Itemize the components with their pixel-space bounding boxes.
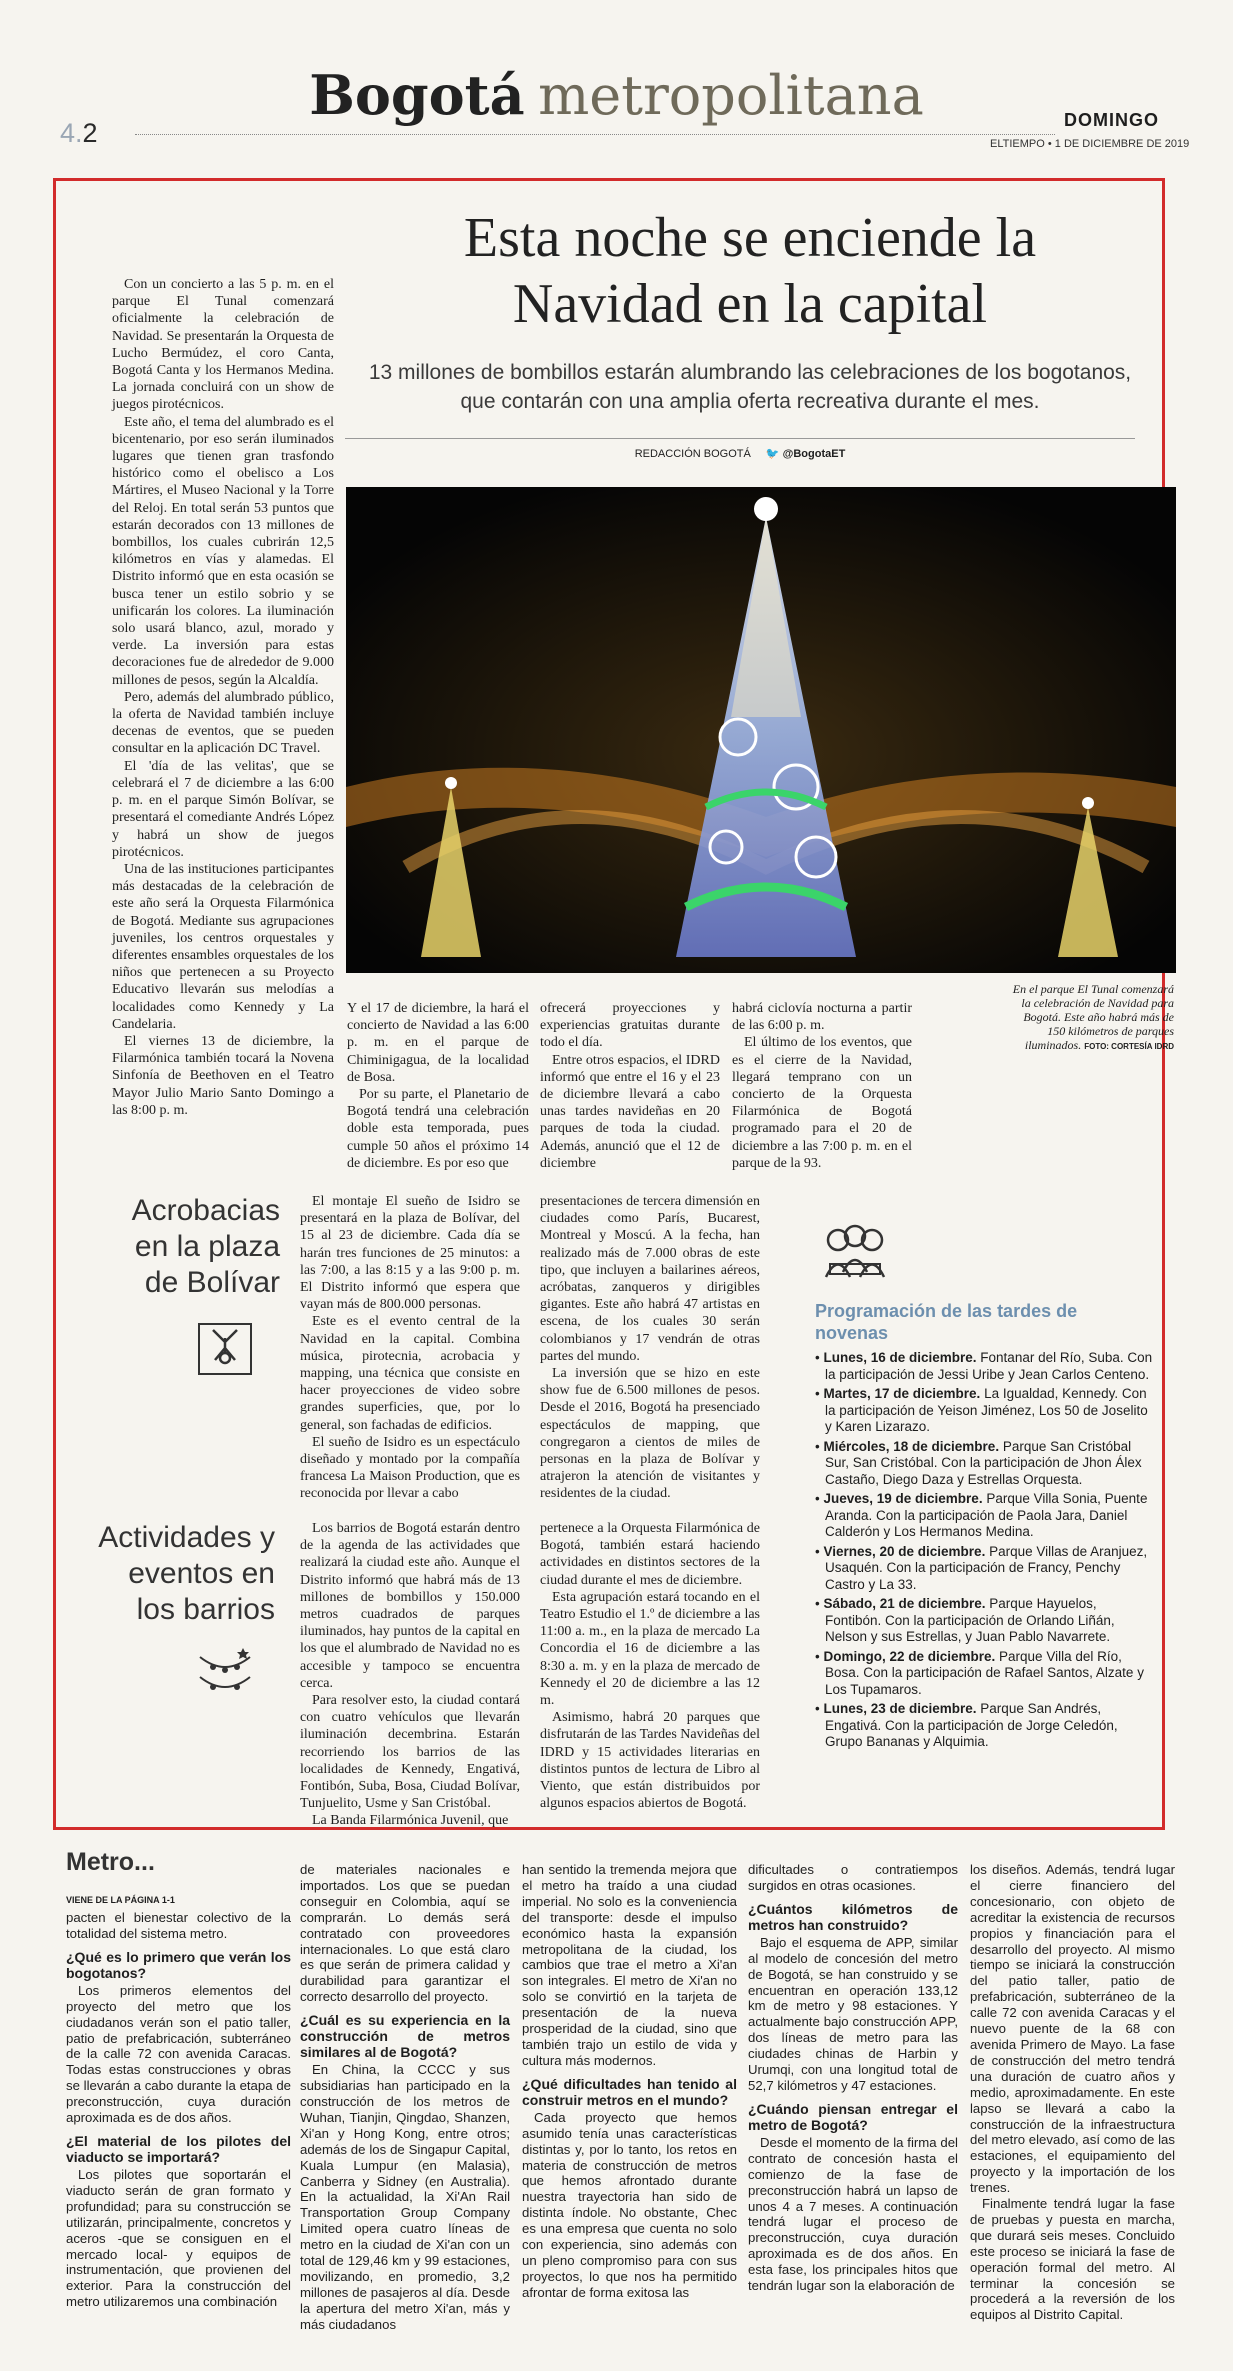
program-item-day: Jueves, 19 de diciembre. bbox=[823, 1491, 983, 1506]
paragraph: El viernes 13 de diciembre, la Filarmónica también tocará la Novena Sinfonía de Beethoven en el Teatro Mayor Julio Mario Santo Domingo a las 8:00 p. m. bbox=[112, 1033, 334, 1118]
byline bbox=[345, 438, 1135, 460]
paragraph: de materiales nacionales e importados. Los que se puedan conseguir en Colombia, aquí se comprarán. Lo demás será contratado con proveedores internacionales. Lo que está claro es que serán de primera calidad y durabilidad para garantizar el correcto desarrollo del proyecto. bbox=[300, 1862, 510, 2005]
program-item-day: Domingo, 22 de diciembre. bbox=[823, 1648, 996, 1664]
edition-date: ELTIEMPO • 1 DE DICIEMBRE DE 2019 bbox=[990, 138, 1190, 150]
continued-from: VIENE DE LA PÁGINA 1-1 bbox=[66, 1895, 175, 1905]
paragraph: Y el 17 de diciembre, la hará el concierto de Navidad a las 6:00 p. m. en el parque de Chiminigagua, de la localidad de Bosa. bbox=[347, 1001, 529, 1085]
acrobacias-column-b bbox=[540, 1193, 760, 1503]
twitter-icon: 🐦 bbox=[765, 448, 780, 460]
paragraph: El 'día de las velitas', que se celebrará el 7 de diciembre a las 6:00 p. m. en el parque Simón Bolívar, se presentará el comediante Andrés López y habrá un show de juegos pirotécnicos. bbox=[112, 758, 334, 860]
article-left-column bbox=[112, 276, 334, 1119]
program-item: • Domingo, 22 de diciembre. Parque Villa del Río, Bosa. Con la participación de Rafael Santos, Alzate y Los Tupamaros. bbox=[815, 1648, 1144, 1697]
program-item-text: Fontanar del Río, Suba. Con la participación de Jessi Uribe y Jean Carlos Centeno. bbox=[825, 1350, 1153, 1382]
program-item: • Jueves, 19 de diciembre. Parque Villa Sonia, Puente Aranda. Con la participación de Paola Jara, Daniel Calderón y Los Hermanos Medina. bbox=[815, 1491, 1148, 1539]
program-item-text: Parque Villa del Río, Bosa. Con la participación de Rafael Santos, Alzate y Los Tupamaros. bbox=[825, 1648, 1144, 1697]
question-heading: ¿Cuál es su experiencia en la construcción de metros similares al de Bogotá? bbox=[300, 2012, 510, 2061]
paragraph: En China, la CCCC y sus subsidiarias han participado en la construcción de los metros de Wuhan, Tianjin, Qingdao, Shanzen, Xi'an y Hong Kong, entre otros; además de los de Singapur Capital, Kuala Lumpur (en Malasia), Canberra y Sidney (en Australia). En la actualidad, la Xi'An Rail Transportation Group Company Limited opera cuatro líneas de metro en la ciudad de Xi'an con un total de 129,46 km y 99 estaciones, movilizando, en promedio, 3,2 millones de pasajeros al día. Desde la apertura del metro Xi'an, más y más ciudadanos bbox=[300, 2062, 510, 2332]
metro-title: Metro... bbox=[66, 1848, 155, 1876]
paragraph: Por su parte, el Planetario de Bogotá tendrá una celebración doble esta temporada, pues cumple 50 años el próximo 14 de diciembre. Es por eso que bbox=[347, 1087, 529, 1171]
acrobat-icon bbox=[195, 1318, 255, 1383]
twitter-handle: 🐦 @BogotaET bbox=[765, 448, 846, 460]
program-item-text: La Igualdad, Kennedy. Con la participación de Yeison Jiménez, Los 50 de Joselito y Karen Lizarazo. bbox=[825, 1386, 1148, 1434]
paragraph: han sentido la tremenda mejora que el metro ha traído a una ciudad imperial. No solo es la conveniencia del transporte: desde el impulso económico hasta la expansión metropolitana de la ciudad, los cambios que trae el metro a Xi'an son integrales. El metro de Xi'an no solo se convirtió en la tarjeta de presentación de la nueva prosperidad de la ciudad, sino que también trajo un estilo de vida y cultura más modernos. bbox=[522, 1862, 737, 2068]
article-column-2 bbox=[347, 1000, 529, 1172]
paragraph: pacten el bienestar colectivo de la totalidad del sistema metro. bbox=[66, 1910, 291, 1941]
section-name-light: metropolitana bbox=[538, 64, 924, 127]
actividades-column-a bbox=[300, 1520, 520, 1830]
program-item-text: Parque Villas de Aranjuez, Usaquén. Con la participación de Francy, Penchy Castro y La 33. bbox=[825, 1543, 1148, 1592]
article-column-4 bbox=[732, 1000, 912, 1172]
metro-column-5 bbox=[970, 1862, 1175, 2323]
choir-icon bbox=[820, 1222, 890, 1292]
metro-column-4 bbox=[748, 1862, 958, 2294]
program-item-day: Lunes, 23 de diciembre. bbox=[823, 1701, 977, 1716]
string-lights-icon bbox=[195, 1642, 255, 1707]
paragraph: Bajo el esquema de APP, similar al modelo de concesión del metro de Bogotá, se han construido y se encuentran en operación 133,12 km de metro y 98 estaciones. Y actualmente bajo construcción APP, dos líneas de metro para las ciudades chinas de Harbin y Urumqi, con una longitud total de 52,7 kilómetros y 47 estaciones. bbox=[748, 1934, 958, 2093]
section-masthead bbox=[0, 60, 1233, 131]
metro-column-3 bbox=[522, 1862, 737, 2301]
question-heading: ¿Cuándo piensan entregar el metro de Bogotá? bbox=[748, 2100, 958, 2133]
question-heading: ¿Cuántos kilómetros de metros han construido? bbox=[748, 1900, 958, 1933]
program-item-day: Lunes, 16 de diciembre. bbox=[823, 1350, 977, 1365]
paragraph: La Banda Filarmónica Juvenil, que bbox=[312, 1813, 509, 1829]
paragraph: Pero, además del alumbrado público, la oferta de Navidad también incluye decenas de eventos, que se pueden consultar en la aplicación DC Travel. bbox=[112, 689, 334, 757]
program-item-day: Viernes, 20 de diciembre. bbox=[823, 1543, 986, 1559]
paragraph: Desde el momento de la firma del contrato de concesión hasta el comienzo de la fase de preconstrucción habrá un lapso de unos 4 a 7 meses. A continuación tendrá lugar el proceso de preconstrucción, cuya duración aproximada es de dos años. En esta fase, los principales hitos que tendrán lugar son la elaboración de bbox=[748, 2134, 958, 2294]
metro-column-2 bbox=[300, 1862, 510, 2333]
page-number: 4.2 bbox=[60, 118, 98, 148]
program-item-text: Parque Hayuelos, Fontibón. Con la participación de Orlando Liñán, Nelson y sus Estrellas, y Juan Pablo Navarrete. bbox=[825, 1596, 1115, 1644]
program-item: • Lunes, 23 de diciembre. Parque San Andrés, Engativá. Con la participación de Jorge Celedón, Grupo Bananas y Alquimia. bbox=[815, 1701, 1118, 1749]
photo-illustration bbox=[346, 487, 1176, 973]
paragraph: Los barrios de Bogotá estarán dentro de la agenda de las actividades que realizará la ciudad este año. Aunque el Distrito informó que habrá más de 13 millones de bombillos y 150.000 metros cuadrados de parques iluminados, hay puntos de la capital en los que el alumbrado de Navidad no es accesible y tampoco se encuentra cerca. bbox=[300, 1521, 520, 1691]
program-item: • Viernes, 20 de diciembre. Parque Villas de Aranjuez, Usaquén. Con la participación de Francy, Penchy Castro y La 33. bbox=[815, 1543, 1148, 1592]
paragraph: Una de las instituciones participantes más destacadas de la celebración de este año será la Orquesta Filarmónica de Bogotá. Mediante sus agrupaciones juveniles, los centros orquestales y diferentes ensambles orquestales de los niños que pertenecen a su Proyecto Educativo llevarán sus melodías a localidades como Kennedy y La Candelaria. bbox=[112, 861, 334, 1032]
acrobacias-heading: Acrobacias en la plaza de Bolívar bbox=[131, 1194, 280, 1299]
paragraph: los diseños. Además, tendrá lugar el cierre financiero del concesionario, con objeto de acreditar la existencia de recursos propios y financiación para el desarrollo del proyecto. Al mismo tiempo se iniciará la construcción del patio taller, patio de prefabricación, subterráneo de la calle 72 con avenida Caracas y el nuevo puente de la 68 con avenida Primero de Mayo. La fase de construcción del metro tendrá una duración de cuatro años y medio, aproximadamente. En este lapso se llevará a cabo la construcción de la infraestructura del metro elevado, así como de las estaciones, el equipamiento del proyecto y la importación de los trenes. bbox=[970, 1862, 1175, 2196]
edition-day: DOMINGO bbox=[1064, 110, 1159, 130]
paragraph: Para resolver esto, la ciudad contará con cuatro vehículos que llevarán iluminación decembrina. Estarán recorriendo los barrios de las localidades de Kennedy, Engativá, Fontibón, Suba, Bosa, Ciudad Bolívar, Tunjuelito, Usme y San Cristóbal. bbox=[300, 1693, 520, 1812]
program-item-text: Parque Villa Sonia, Puente Aranda. Con la participación de Paola Jara, Daniel Calderón y Los Hermanos Medina. bbox=[825, 1491, 1148, 1539]
program-item-day: Miércoles, 18 de diciembre. bbox=[823, 1438, 1000, 1454]
actividades-heading: Actividades y eventos en los barrios bbox=[98, 1521, 275, 1626]
paragraph: Cada proyecto que hemos asumido tenía unas características distintas y, por lo tanto, los retos en materia de construcción de metros que hemos afrontado durante nuestra trayectoria han sido de distinta índole. No obstante, Chec es una empresa que cuenta no solo con experiencia, sino además con un pleno compromiso para con sus proyectos, lo que nos ha permitido afrontar de forma exitosa las bbox=[522, 2109, 737, 2300]
program-list bbox=[815, 1350, 1155, 1754]
paragraph: presentaciones de tercera dimensión en ciudades como París, Bucarest, Montreal y Moscú. A la fecha, han realizado más de 7.000 obras de este tipo, que incluyen a bailarines aéreos, acróbatas, zanqueros y dirigibles gigantes. Este año habrá 47 artistas en escena, de los cuales 30 serán colombianos y 17 vendrán de otras partes del mundo. bbox=[540, 1194, 760, 1364]
photo-credit: FOTO: CORTESÍA IDRD bbox=[1084, 1042, 1174, 1051]
program-item-day: Sábado, 21 de diciembre. bbox=[823, 1596, 986, 1611]
paragraph: El montaje El sueño de Isidro se presentará en la plaza de Bolívar, del 15 al 23 de diciembre. Cada día se harán tres funciones de 25 minutos: a las 7:00, a las 8:15 y a las 9:00 p. m. El Distrito informó que espera que vayan más de 800.000 personas. bbox=[300, 1194, 520, 1313]
program-item: • Martes, 17 de diciembre. La Igualdad, Kennedy. Con la participación de Yeison Jiménez, Los 50 de Joselito y Karen Lizarazo. bbox=[815, 1386, 1148, 1434]
section-name-bold: Bogotá bbox=[309, 63, 525, 127]
program-item-day: Martes, 17 de diciembre. bbox=[823, 1386, 981, 1401]
paragraph: Los primeros elementos del proyecto del metro que los ciudadanos verán son el patio taller, patio de prefabricación, subterráneo de la calle 72 con avenida Caracas. Todas estas construcciones y obras se llevarán a cabo durante la etapa de preconstrucción, cuya duración aproximada es de dos años. bbox=[66, 1982, 291, 2126]
paragraph: Entre otros espacios, el IDRD informó que entre el 16 y el 23 de diciembre llevará a cabo unas tardes navideñas en 20 parques de toda la ciudad. Además, anunció que el 12 de diciembre bbox=[540, 1052, 720, 1171]
paragraph: Este es el evento central de la Navidad en la capital. Combina música, pirotecnia, acrobacia y mapping, una técnica que consiste en hacer proyecciones de video sobre grandes superficies, que, por lo general, son fachadas de edificios. bbox=[300, 1314, 520, 1433]
program-item: • Lunes, 16 de diciembre. Fontanar del Río, Suba. Con la participación de Jessi Uribe y Jean Carlos Centeno. bbox=[815, 1350, 1153, 1382]
metro-column-1 bbox=[66, 1910, 291, 2310]
paragraph: ofrecerá proyecciones y experiencias gratuitas durante todo el día. bbox=[540, 1001, 720, 1051]
headline: Esta noche se enciende la Navidad en la capital bbox=[463, 207, 1037, 335]
paragraph: Los pilotes que soportarán el viaducto serán de gran formato y profundidad; para su construcción se utilizarán, principalmente, concretos y aceros -que se consiguen en el mercado local- y equipos de instrumentación, que provienen del exterior. Para la construcción del metro utilizaremos una combinación bbox=[66, 2166, 291, 2310]
photo-caption: En el parque El Tunal comenzará la celebración de Navidad para Bogotá. Este año habrá más de 150 kilómetros de parques iluminados. FOTO: CORTESÍA IDRD bbox=[1012, 982, 1174, 1052]
article-deck: 13 millones de bombillos estarán alumbrando las celebraciones de los bogotanos, que contarán con una amplia oferta recreativa durante el mes. bbox=[368, 361, 1132, 413]
header-rule bbox=[135, 134, 1055, 135]
program-item-text: Parque San Andrés, Engativá. Con la participación de Jorge Celedón, Grupo Bananas y Alquimia. bbox=[825, 1701, 1118, 1749]
acrobacias-column-a bbox=[300, 1193, 520, 1503]
program-item: • Sábado, 21 de diciembre. Parque Hayuelos, Fontibón. Con la participación de Orlando Liñán, Nelson y sus Estrellas, y Juan Pablo Navarrete. bbox=[815, 1596, 1115, 1644]
paragraph: Finalmente tendrá lugar la fase de pruebas y puesta en marcha, que durará seis meses. Concluido este proceso se iniciará la fase de operación formal del metro. Al terminar la concesión se procederá a la reversión de los equipos al Distrito Capital. bbox=[970, 2196, 1175, 2323]
paragraph: dificultades o contratiempos surgidos en otras ocasiones. bbox=[748, 1862, 958, 1893]
program-title: Programación de las tardes de novenas bbox=[815, 1301, 1078, 1343]
paragraph: pertenece a la Orquesta Filarmónica de Bogotá, también estará haciendo actividades en distintos sectores de la ciudad durante el mes de diciembre. bbox=[540, 1521, 760, 1588]
christmas-tree-photo bbox=[346, 487, 1176, 973]
paragraph: Asimismo, habrá 20 parques que disfrutarán de las Tardes Navideñas del IDRD y 15 actividades literarias en distintos puntos de lectura de Libro al Viento, que están distribuidos por algunos espacios abiertos de Bogotá. bbox=[540, 1710, 760, 1812]
program-item-text: Parque San Cristóbal Sur, San Cristóbal. Con la participación de Jhon Álex Castaño, Diego Daza y Estrellas Orquesta. bbox=[825, 1438, 1142, 1487]
article-column-3 bbox=[540, 1000, 720, 1172]
paragraph: Este año, el tema del alumbrado es el bicentenario, por eso serán iluminados lugares que tienen gran trasfondo histórico como el obelisco a Los Mártires, el Museo Nacional y la Torre del Reloj. En total serán 53 puntos que estarán decorados con 13 millones de bombillos, los cuales cubrirán 12,5 kilómetros en vías y alamedas. El Distrito informó que en esta ocasión se busca tener un estilo sobrio y se unificarán los colores. La iluminación solo usará blanco, azul, morado y verde. La inversión para estas decoraciones fue de alrededor de 9.000 millones de pesos, según la Alcaldía. bbox=[112, 414, 334, 688]
paragraph: Con un concierto a las 5 p. m. en el parque El Tunal comenzará oficialmente la celebración de Navidad. Se presentarán la Orquesta de Lucho Bermúdez, el coro Canta, Bogotá Canta y los Hermanos Medina. La jornada concluirá con un show de juegos pirotécnicos. bbox=[112, 277, 334, 413]
program-item: • Miércoles, 18 de diciembre. Parque San Cristóbal Sur, San Cristóbal. Con la participación de Jhon Álex Castaño, Diego Daza y Estrellas Orquesta. bbox=[815, 1438, 1142, 1487]
actividades-column-b bbox=[540, 1520, 760, 1812]
paragraph: habrá ciclovía nocturna a partir de las 6:00 p. m. bbox=[732, 1001, 912, 1034]
paragraph: El sueño de Isidro es un espectáculo diseñado y montado por la compañía francesa La Maison Production, que es reconocida por llevar a cabo bbox=[300, 1434, 520, 1502]
question-heading: ¿Qué es lo primero que verán los bogotanos? bbox=[66, 1948, 291, 1981]
question-heading: ¿El material de los pilotes del viaducto se importará? bbox=[66, 2132, 291, 2165]
paragraph: La inversión que se hizo en este show fue de 6.500 millones de pesos. Desde el 2016, Bogotá ha presenciado espectáculos de mapping, que congregaron a cientos de miles de personas en la plaza de Bolívar y atrajeron la atención de visitantes y residentes de la ciudad. bbox=[540, 1366, 760, 1502]
byline-author: REDACCIÓN BOGOTÁ bbox=[634, 448, 751, 460]
paragraph: El último de los eventos, que es el cierre de la Navidad, llegará temprano con un concierto de la Orquesta Filarmónica de Bogotá programado para el 20 de diciembre a las 7:00 p. m. en el parque de la 93. bbox=[732, 1035, 912, 1171]
paragraph: Esta agrupación estará tocando en el Teatro Estudio el 1.º de diciembre a las 11:00 a. m., en la plaza de mercado La Concordia el 16 de diciembre a las 8:30 a. m. y en la plaza de mercado de Kennedy el 20 de diciembre a las 12 m. bbox=[540, 1589, 760, 1709]
question-heading: ¿Qué dificultades han tenido al construir metros en el mundo? bbox=[522, 2075, 737, 2108]
